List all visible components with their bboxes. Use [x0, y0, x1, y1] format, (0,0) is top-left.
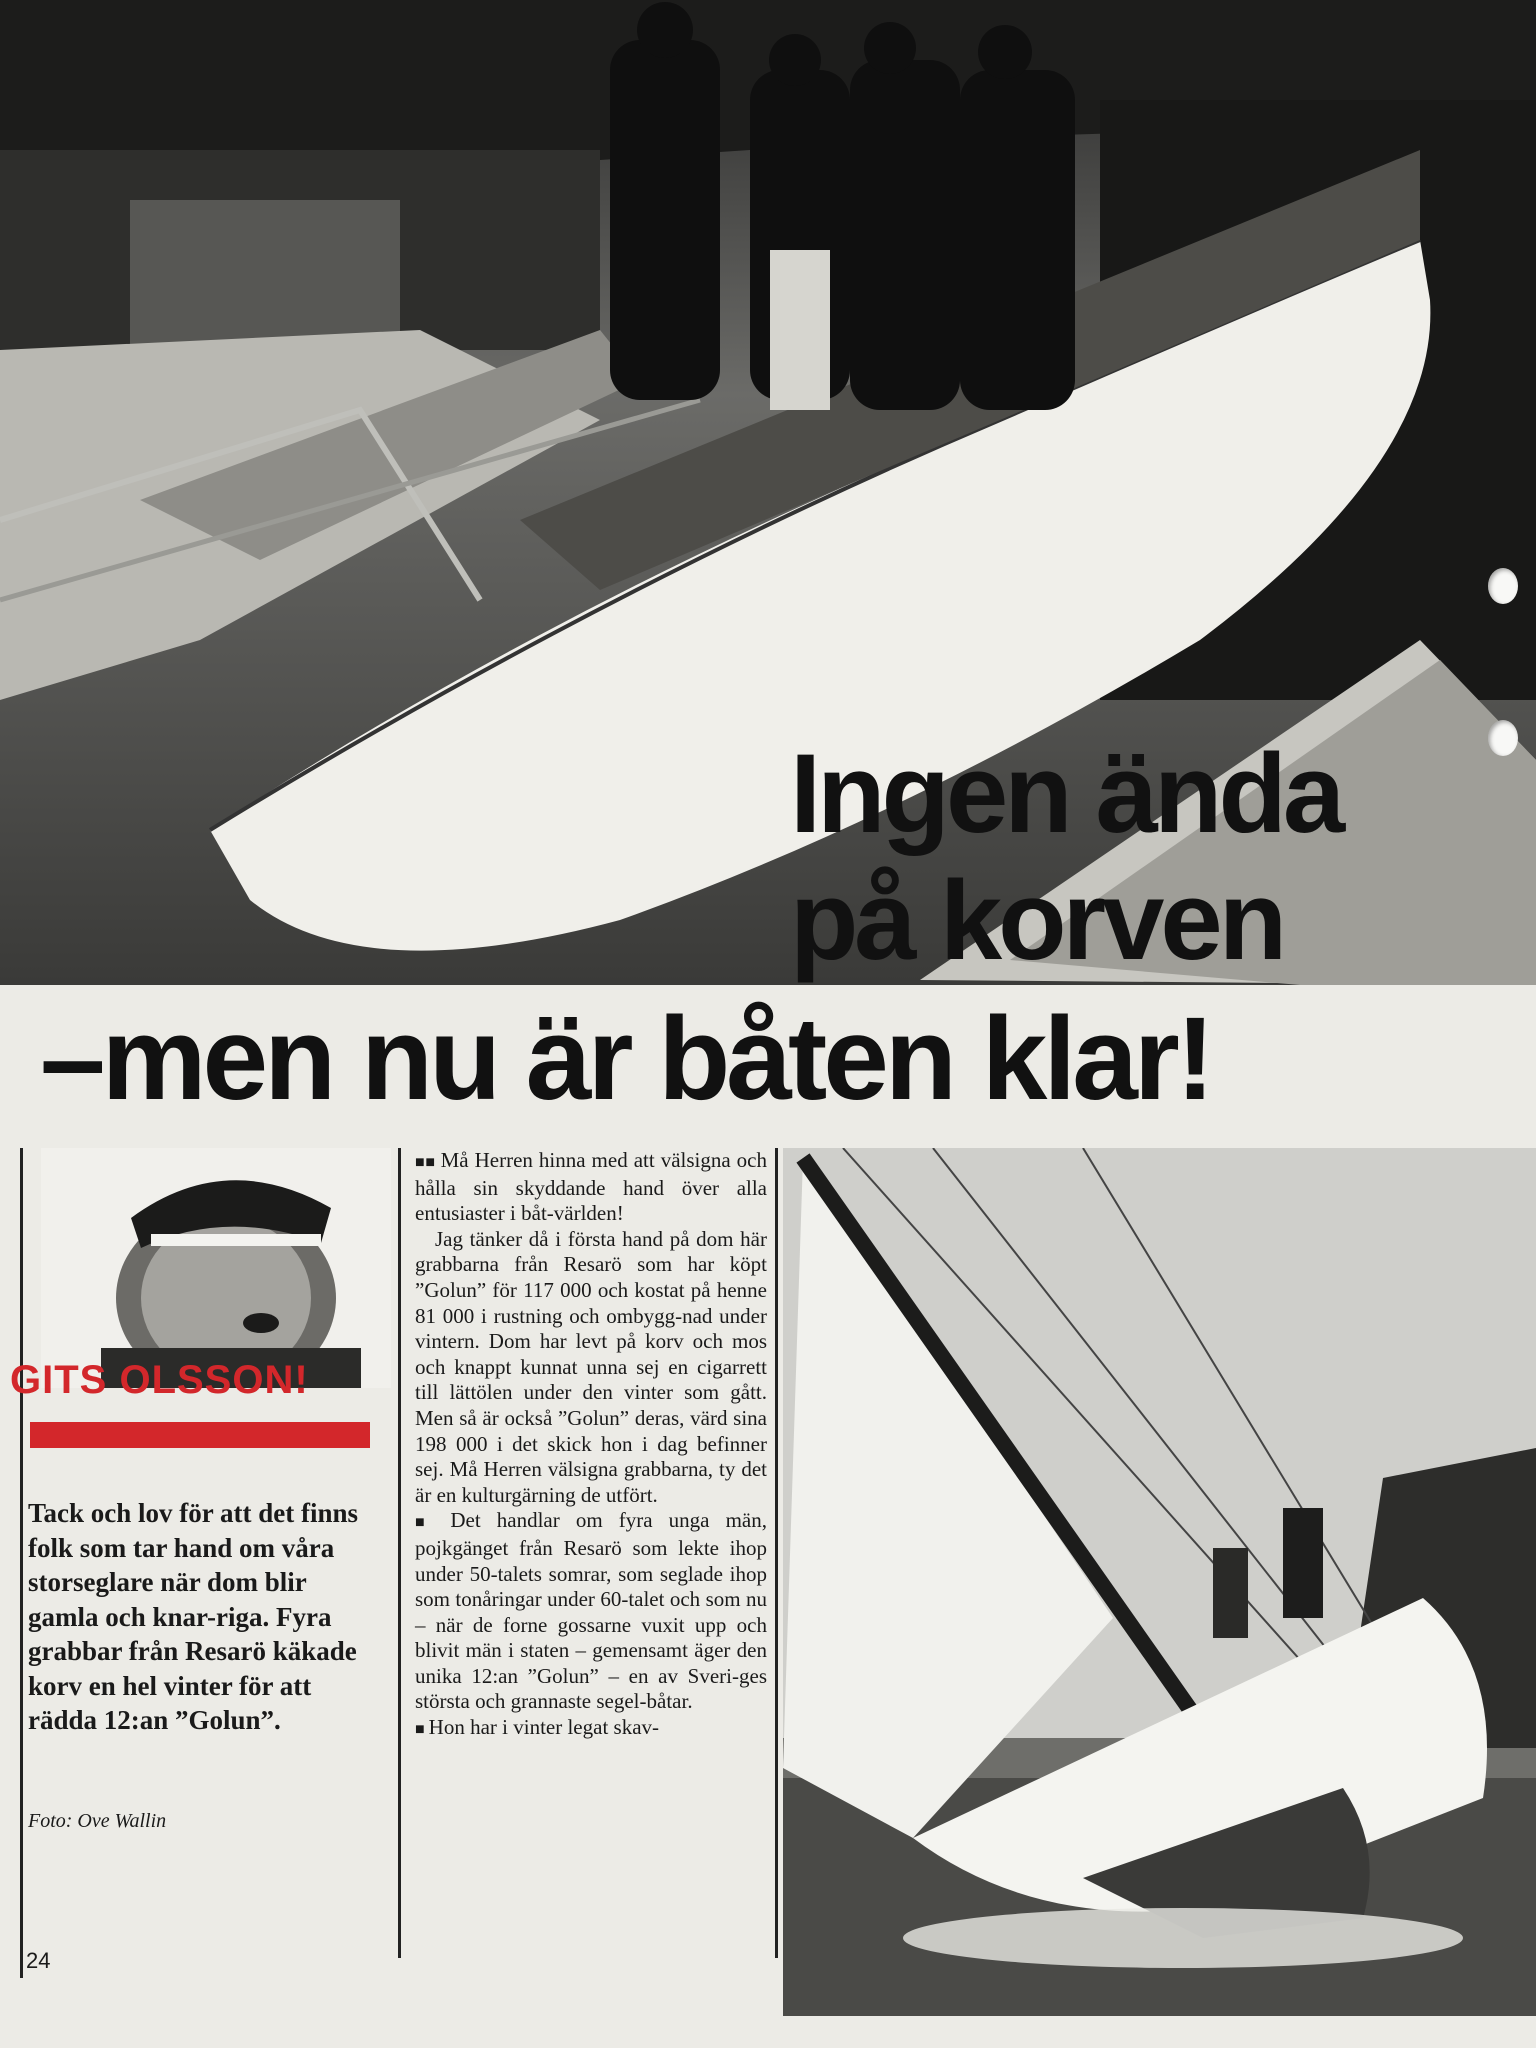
body-paragraph [415, 1508, 767, 1715]
binder-hole [1488, 720, 1518, 756]
author-portrait-illustration [41, 1148, 391, 1388]
paragraph-marker-icon: ■ [415, 1721, 429, 1739]
photo-credit: Foto: Ove Wallin [28, 1810, 167, 1832]
author-byline: GITS OLSSON! [10, 1358, 309, 1402]
headline-line-1: Ingen ända [790, 731, 1342, 856]
body-text: Jag tänker då i första hand på dom här grabbarna från Resarö som har köpt ”Golun” för 117 000 och kostat på henne 81 000 i rustning och ombygg-nad under vintern. Dom har levt på korv och mos och knappt kunnat unna sej en cigarrett till lättölen under den vinter som gått. Men så är också ”Golun” deras, värd sina 198 000 i det skick hon i dag befinner sej. Må Herren välsigna grabbarna, ty det är en kulturgärning de utfört. [415, 1226, 767, 1507]
paragraph-marker-icon: ■ [415, 1514, 451, 1532]
body-column [398, 1148, 778, 1958]
body-text: Hon har i vinter legat skav- [428, 1715, 660, 1740]
sailing-photo-illustration [783, 1148, 1536, 2016]
binder-hole [1488, 568, 1518, 604]
body-text: Må Herren hinna med att välsigna och hålla sin skyddande hand över alla entusiaster i båt-världen! [415, 1148, 768, 1226]
lead-paragraph: Tack och lov för att det finns folk som tar hand om våra storseglare när dom blir gamla och knar-riga. Fyra grabbar från Resarö käkade korv en hel vinter för att rädda 12:an ”Golun”. [28, 1498, 359, 1735]
headline-line-3: –men nu är båten klar! [40, 993, 1212, 1125]
headline-line-2: på korven [790, 858, 1284, 983]
body-text: Det handlar om fyra unga män, pojkgänget från Resarö som lekte ihop under 50-talets somrar, som seglade ihop som tonåringar under 60-talet och som nu – när de forne gossarne vuxit upp och blivit män i staten – gemensamt äger den unika 12:an ”Golun” – en av Sveri-ges största och grannaste segel-båtar. [415, 1508, 767, 1714]
paragraph-marker-icon: ■■ [415, 1154, 441, 1171]
author-portrait [41, 1148, 391, 1388]
body-paragraph [415, 1227, 767, 1509]
sailing-photo [783, 1148, 1536, 2016]
body-paragraph [415, 1148, 767, 1227]
body-paragraph [415, 1715, 767, 1743]
page-number: 24 [26, 1948, 51, 1973]
byline-rule [30, 1422, 370, 1448]
